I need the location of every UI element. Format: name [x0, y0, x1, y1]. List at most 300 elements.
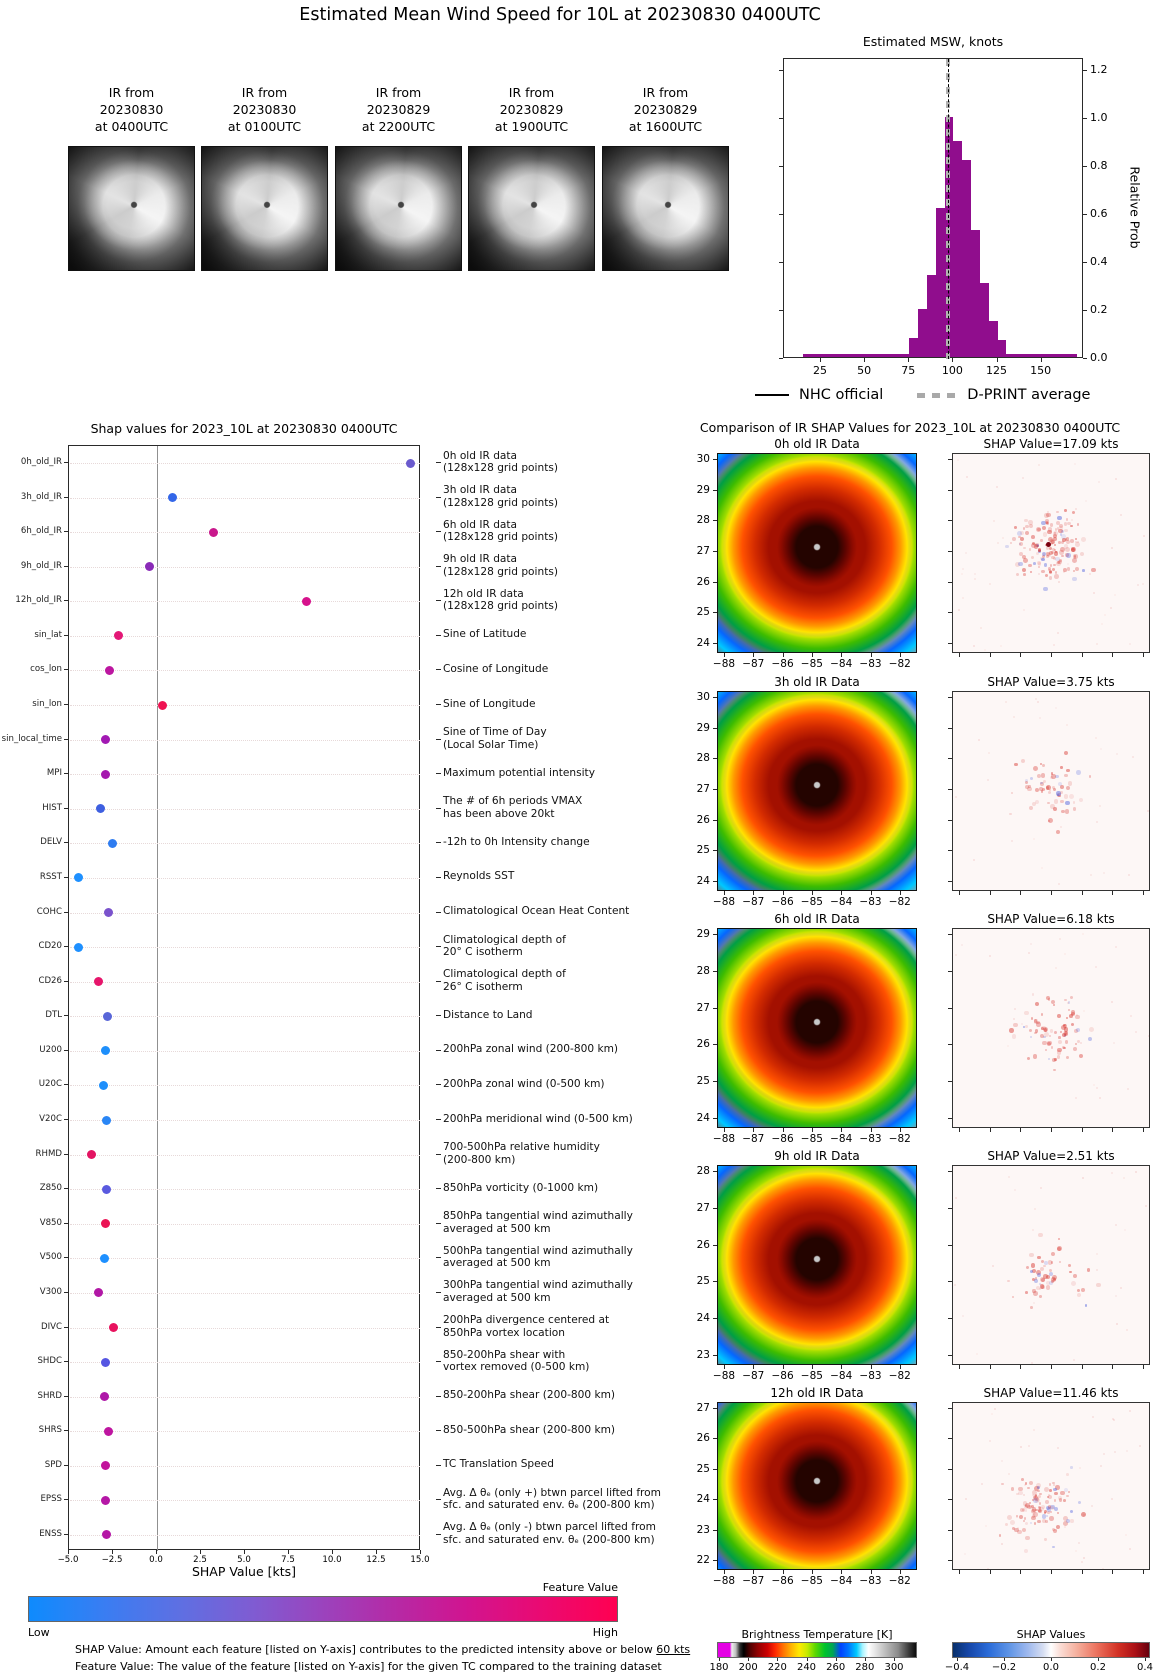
shap-speck-positive	[1050, 1511, 1053, 1514]
shap-speck-faint	[973, 859, 975, 861]
shap-feature-description: Sine of Longitude	[443, 697, 536, 710]
comp-y-tick2	[948, 850, 952, 851]
shap-speck-faint	[1142, 583, 1144, 585]
shap-speck-positive	[1018, 1491, 1022, 1495]
shap-speck-faint	[1081, 1561, 1083, 1563]
shap-speck-faint	[962, 1315, 964, 1317]
shap-feature-description: Climatological depth of 26° C isotherm	[443, 968, 566, 993]
shap-x-tick-label: −2.5	[101, 1555, 123, 1565]
histogram-bar	[980, 283, 989, 357]
shap-dot-sin_local_time	[101, 735, 110, 744]
shap-speck-faint	[1128, 874, 1130, 876]
shap-desc-tick	[436, 1292, 441, 1293]
shap-speck-faint	[1078, 1542, 1080, 1544]
comp-y-tick-label: 25	[696, 844, 710, 857]
shap-speck-faint	[1110, 607, 1112, 609]
shap-speck-faint	[1055, 707, 1057, 709]
shap-row-gridline	[70, 705, 420, 706]
shap-dot-RSST	[74, 873, 83, 882]
histogram-y-tick-label: 1.0	[1090, 111, 1108, 124]
bt-tick	[748, 1658, 749, 1661]
shap-speck-faint	[1115, 946, 1117, 948]
shap-x-tick	[112, 1550, 113, 1554]
shap-speck-positive	[1024, 519, 1027, 522]
comp-x-tick	[812, 1570, 813, 1574]
shap-speck-positive	[1066, 1473, 1069, 1476]
comp-y-tick-label: 27	[696, 1402, 710, 1414]
shap-speck-faint	[1013, 716, 1015, 718]
comp-y-tick-label: 24	[696, 1493, 710, 1506]
shap-speck-positive	[1023, 573, 1026, 576]
shap-speck-positive	[1029, 548, 1031, 550]
shap-speck-positive	[1047, 530, 1052, 535]
shap-speck-faint	[1103, 872, 1105, 874]
shap-y-tick	[64, 877, 68, 878]
shap-map-title: SHAP Value=17.09 kts	[983, 437, 1119, 451]
shap-y-tick	[64, 1430, 68, 1431]
comp-y-tick2	[948, 1530, 952, 1531]
histogram-x-tick-label: 50	[857, 364, 872, 377]
comp-x-tick2	[1020, 1365, 1021, 1369]
comp-x-tick-label: −82	[888, 1133, 911, 1145]
shap-feature-name: HIST	[42, 802, 62, 813]
shap-speck-faint	[1096, 643, 1098, 645]
shap-speck-positive	[1060, 1491, 1064, 1495]
shap-speck-positive	[1022, 1528, 1026, 1532]
comp-x-tick-label: −82	[888, 1575, 911, 1587]
shap-dot-SHRS	[104, 1427, 113, 1436]
comp-y-tick-label: 26	[696, 1238, 710, 1251]
comp-y-tick-label: 24	[696, 637, 710, 649]
shap-speck-faint	[1096, 1253, 1098, 1255]
comp-y-tick	[713, 697, 717, 698]
shap-row-gridline	[70, 740, 420, 741]
shap-x-tick-label: −5.0	[57, 1555, 79, 1565]
shap-speck-positive	[1052, 1058, 1056, 1062]
shap-speck-positive	[1024, 1549, 1028, 1553]
comp-x-tick	[783, 653, 784, 657]
shap-speck-positive	[1025, 1291, 1028, 1294]
shap-desc-tick	[436, 1534, 441, 1535]
shap-row-gridline	[70, 532, 420, 533]
comp-y-tick	[713, 1245, 717, 1246]
comp-y-tick2	[948, 582, 952, 583]
shap-speck-positive	[1024, 1011, 1029, 1016]
shap-speck-positive	[1036, 1483, 1041, 1488]
shap-speck-positive	[1033, 1054, 1037, 1058]
comp-y-tick2	[948, 551, 952, 552]
shap-speck-positive	[1035, 800, 1039, 804]
shap-speck-positive	[1057, 1050, 1061, 1054]
shap-feature-name: SHRS	[38, 1425, 62, 1436]
comp-y-tick2	[948, 643, 952, 644]
shap-speck-negative	[1054, 1507, 1058, 1511]
shap-dot-CD26	[94, 977, 103, 986]
shap-speck-faint	[1103, 1453, 1105, 1455]
shap-speck-faint	[1126, 1329, 1128, 1331]
histogram-y-tick-label: 0.8	[1090, 159, 1108, 172]
shap-speck-faint	[1116, 1323, 1118, 1325]
shap-speck-faint	[1130, 1015, 1132, 1017]
comp-y-tick	[713, 490, 717, 491]
shap-speck-faint	[987, 779, 989, 781]
shap-speck-positive	[1031, 535, 1035, 539]
shap-desc-tick	[436, 635, 441, 636]
comp-x-tick-label: −85	[800, 896, 823, 908]
shap-speck-positive	[1031, 1017, 1034, 1020]
comp-x-tick	[724, 1128, 725, 1132]
feature-value-colorbar-title: Feature Value	[542, 1581, 618, 1594]
shap-feature-description: 200hPa divergence centered at 850hPa vortex location	[443, 1314, 610, 1339]
comp-x-tick	[783, 1128, 784, 1132]
shap-feature-description: TC Translation Speed	[443, 1458, 554, 1471]
shap-speck-faint	[1135, 1031, 1137, 1033]
sv-tick-label: 0.4	[1137, 1662, 1153, 1673]
shap-speck-faint	[966, 476, 968, 478]
comparison-title: Comparison of IR SHAP Values for 2023_10L at 20230830 0400UTC	[699, 420, 1121, 435]
shap-speck-faint	[1143, 535, 1145, 537]
shap-desc-tick	[436, 566, 441, 567]
comp-x-tick-label: −88	[712, 1575, 736, 1587]
comp-x-tick-label: −84	[830, 658, 853, 670]
sv-tick	[957, 1658, 958, 1661]
shap-speck-faint	[974, 573, 976, 575]
comp-y-tick	[713, 1118, 717, 1119]
shap-speck-positive	[1051, 1000, 1055, 1004]
comp-y-tick	[713, 850, 717, 851]
shap-speck-positive	[1005, 1523, 1008, 1526]
comp-y-tick-label: 29	[696, 721, 710, 734]
comp-y-tick	[713, 1318, 717, 1319]
bt-tick-label: 240	[796, 1662, 817, 1673]
comp-y-tick-label: 29	[696, 483, 710, 496]
comp-y-tick-label: 27	[696, 545, 710, 557]
shap-x-tick	[332, 1550, 333, 1554]
shap-speck-positive	[1037, 1490, 1040, 1493]
shap-desc-tick	[436, 808, 441, 809]
shap-speck-positive	[1042, 526, 1046, 530]
shap-dot-CD20	[74, 943, 83, 952]
shap-speck-positive	[1066, 1056, 1069, 1059]
comp-y-tick-label: 23	[696, 1523, 710, 1536]
shap-dot-DELV	[108, 839, 117, 848]
shap-speck-positive	[1012, 1034, 1017, 1039]
histogram-y-tick-right	[1083, 166, 1087, 167]
shap-speck-faint	[1028, 952, 1030, 954]
shap-speck-faint	[965, 552, 967, 554]
comp-x-tick2	[1051, 1570, 1052, 1574]
comp-x-tick2	[1143, 1128, 1144, 1132]
shap-speck-faint	[1093, 592, 1095, 594]
shap-speck-negative	[1005, 545, 1008, 548]
shap-feature-name: SPD	[44, 1459, 62, 1470]
histogram-y-tick-right	[1083, 358, 1087, 359]
bt-tick-label: 260	[826, 1662, 846, 1673]
shap-speck-positive	[1034, 1522, 1036, 1524]
shap-y-tick	[64, 946, 68, 947]
comp-y-tick-label: 27	[696, 1201, 710, 1214]
shap-y-tick	[64, 1396, 68, 1397]
histogram-y-tick-left	[779, 166, 783, 167]
comp-x-tick	[871, 1128, 872, 1132]
histogram-x-tick	[864, 358, 865, 362]
shap-x-tick-label: 7.5	[281, 1555, 295, 1565]
comp-y-tick2	[948, 789, 952, 790]
shap-speck-positive	[1037, 1520, 1041, 1524]
shap-speck-positive	[1053, 1484, 1055, 1486]
shap-speck-positive	[1045, 519, 1050, 524]
shap-speck-positive	[1035, 1029, 1039, 1033]
shap-y-tick	[64, 1050, 68, 1051]
ir-map-image	[717, 928, 917, 1128]
shap-y-tick	[64, 704, 68, 705]
shap-feature-name: COHC	[36, 906, 62, 917]
shap-dot-V850	[101, 1219, 110, 1228]
shap-speck-faint	[1135, 1171, 1137, 1173]
comp-x-tick2	[959, 1570, 960, 1574]
shap-dot-HIST	[96, 804, 105, 813]
feature-value-high-label: High	[592, 1626, 618, 1639]
shap-speck-faint	[965, 1498, 967, 1500]
shap-speck-faint	[1083, 1557, 1085, 1559]
comp-x-tick-label: −83	[859, 658, 882, 670]
comp-x-tick-label: −84	[830, 1133, 853, 1145]
shap-speck-positive	[1056, 830, 1060, 834]
histogram-y-tick-right	[1083, 262, 1087, 263]
shap-feature-description: 300hPa tangential wind azimuthally averaged at 500 km	[443, 1279, 633, 1304]
shap-speck-positive	[1046, 1285, 1050, 1289]
histogram-x-tick-label: 150	[1030, 364, 1052, 377]
shap-speck-faint	[1111, 1001, 1113, 1003]
shap-speck-positive	[1063, 571, 1066, 574]
shap-speck-positive	[1053, 1069, 1056, 1072]
shap-speck-faint	[964, 1553, 966, 1555]
shap-speck-negative	[1082, 569, 1085, 572]
bt-tick	[894, 1658, 895, 1661]
shap-feature-name: DTL	[45, 1010, 62, 1021]
shap-feature-description: 200hPa meridional wind (0-500 km)	[443, 1112, 633, 1125]
shap-speck-positive	[1046, 555, 1049, 558]
shap-speck-positive	[1067, 567, 1070, 570]
shap-y-tick	[64, 1084, 68, 1085]
shap-feature-description: The # of 6h periods VMAX has been above 20kt	[443, 795, 583, 820]
ir-map-title: 9h old IR Data	[774, 1149, 860, 1163]
comp-y-tick	[713, 1560, 717, 1561]
shap-x-tick	[244, 1550, 245, 1554]
shap-speck-faint	[1129, 1410, 1131, 1412]
histogram-x-tick-label: 125	[986, 364, 1008, 377]
comp-x-tick	[871, 653, 872, 657]
shap-dot-sin_lon	[158, 701, 167, 710]
shap-speck-positive	[1091, 568, 1095, 572]
shap-speck-faint	[1039, 717, 1041, 719]
histogram-y-axis-label: Relative Prob	[1127, 166, 1143, 249]
shap-speck-positive	[1019, 542, 1023, 546]
shap-speck-faint	[1037, 701, 1039, 703]
shap-feature-name: MPI	[46, 768, 62, 779]
shap-speck-faint	[1000, 645, 1002, 647]
sv-tick-label: 0.2	[1090, 1662, 1106, 1673]
shap-speck-positive	[1060, 791, 1062, 793]
shap-desc-tick	[436, 1361, 441, 1362]
bt-tick	[865, 1658, 866, 1661]
shap-feature-description: Distance to Land	[443, 1008, 533, 1021]
shap-speck-faint	[1100, 1465, 1102, 1467]
shap-speck-faint	[1013, 1018, 1015, 1020]
comp-x-tick	[724, 653, 725, 657]
shap-speck-faint	[1057, 632, 1059, 634]
bt-tick	[719, 1658, 720, 1661]
shap-speck-positive	[1056, 511, 1058, 513]
shap-feature-name: V300	[39, 1286, 62, 1297]
shap-speck-positive	[1010, 1520, 1015, 1525]
shap-speck-positive	[1035, 1002, 1039, 1006]
shap-speck-positive	[1051, 1261, 1053, 1263]
shap-speck-faint	[1055, 1529, 1057, 1531]
shap-desc-tick	[436, 1430, 441, 1431]
shap-speck-positive	[1059, 1261, 1061, 1263]
comp-x-tick-label: −83	[859, 1133, 882, 1145]
shap-speck-faint	[1104, 614, 1106, 616]
msw-histogram-plot	[783, 58, 1083, 358]
shap-speck-positive	[1066, 1495, 1069, 1498]
shap-speck-faint	[1115, 478, 1117, 480]
shap-speck-faint	[961, 944, 963, 946]
shap-speck-positive	[1077, 1040, 1080, 1043]
comp-y-tick2	[948, 820, 952, 821]
ir-map-image	[717, 691, 917, 891]
histogram-y-tick-left	[779, 118, 783, 119]
shap-speck-faint	[989, 955, 991, 957]
shap-row-gridline	[70, 982, 420, 983]
shap-speck-faint	[1035, 698, 1037, 700]
shap-row-gridline	[70, 809, 420, 810]
histogram-y-tick-right	[1083, 310, 1087, 311]
shap-colorbar-title: SHAP Values	[1016, 1628, 1086, 1641]
shap-speck-positive	[1065, 809, 1069, 813]
shap-speck-faint	[1011, 840, 1013, 842]
shap-speck-faint	[974, 578, 976, 580]
shap-speck-faint	[1030, 943, 1032, 945]
comp-y-tick	[713, 582, 717, 583]
shap-speck-faint	[1040, 1187, 1042, 1189]
shap-speck-positive	[1029, 1253, 1034, 1258]
shap-speck-positive	[1036, 527, 1041, 532]
comp-x-tick-label: −83	[859, 1575, 882, 1587]
shap-speck-faint	[985, 1525, 987, 1527]
shap-desc-tick	[436, 1084, 441, 1085]
shap-speck-faint	[1058, 883, 1060, 885]
shap-feature-description: 200hPa zonal wind (0-500 km)	[443, 1077, 605, 1090]
shap-speck-faint	[1038, 573, 1040, 575]
shap-dot-3h_old_IR	[168, 493, 177, 502]
histogram-bar	[936, 208, 945, 357]
shap-row-gridline	[70, 1500, 420, 1501]
shap-desc-tick	[436, 600, 441, 601]
comp-x-tick-label: −82	[888, 658, 911, 670]
shap-x-tick-label: 5.0	[237, 1555, 251, 1565]
shap-speck-faint	[1090, 874, 1092, 876]
shap-feature-name: RSST	[39, 871, 62, 882]
histogram-y-tick-label: 0.2	[1090, 303, 1108, 316]
shap-row-gridline	[70, 1431, 420, 1432]
shap-feature-description: Avg. Δ θₑ (only -) btwn parcel lifted from sfc. and saturated env. θₑ (200-800 km)	[443, 1521, 656, 1546]
shap-y-tick	[64, 1119, 68, 1120]
shap-y-tick	[64, 531, 68, 532]
comp-y-tick2	[948, 612, 952, 613]
comp-y-tick-label: 22	[696, 1554, 710, 1566]
shap-y-tick	[64, 912, 68, 913]
shap-speck-faint	[1033, 838, 1035, 840]
shap-speck-faint	[1055, 967, 1057, 969]
shap-speck-positive	[1064, 794, 1069, 799]
comp-x-tick-label: −82	[888, 896, 911, 908]
sv-tick-label: −0.4	[944, 1662, 970, 1673]
histogram-legend	[755, 387, 1090, 403]
shap-dot-SHDC	[101, 1358, 110, 1367]
shap-speck-faint	[957, 459, 959, 461]
comp-y-tick-label: 28	[696, 964, 710, 977]
shap-speck-faint	[991, 1413, 993, 1415]
comp-x-tick	[753, 1570, 754, 1574]
comp-x-tick2	[959, 1365, 960, 1369]
shap-speck-positive	[1056, 561, 1060, 565]
comp-x-tick-label: −87	[742, 658, 765, 670]
shap-speck-positive	[1040, 1267, 1044, 1271]
shap-speck-faint	[1099, 1097, 1101, 1099]
shap-speck-positive	[1044, 513, 1049, 518]
histogram-y-tick-right	[1083, 214, 1087, 215]
shap-row-gridline	[70, 774, 420, 775]
ir-map-image	[717, 1402, 917, 1570]
ir-thumbnail-image	[602, 146, 729, 271]
comp-y-tick	[713, 1469, 717, 1470]
shap-speck-positive	[1072, 511, 1075, 514]
comp-x-tick2	[959, 1128, 960, 1132]
shap-speck-faint	[1047, 511, 1049, 513]
shap-feature-name: ENSS	[39, 1528, 62, 1539]
comp-x-tick2	[990, 1365, 991, 1369]
shap-speck-faint	[1148, 1035, 1150, 1037]
histogram-x-tick	[997, 358, 998, 362]
shap-speck-negative	[1033, 562, 1036, 565]
bt-tick-label: 280	[855, 1662, 875, 1673]
shap-dot-V300	[94, 1288, 103, 1297]
shap-colorbar	[952, 1642, 1150, 1658]
shap-speck-faint	[1064, 1526, 1066, 1528]
shap-dot-SHRD	[100, 1392, 109, 1401]
comp-y-tick	[713, 1499, 717, 1500]
shap-speck-faint	[962, 597, 964, 599]
shap-dot-0h_old_IR	[406, 459, 415, 468]
comp-x-tick2	[959, 891, 960, 895]
comp-x-tick2	[1051, 1365, 1052, 1369]
comp-y-tick	[713, 971, 717, 972]
comp-x-tick-label: −87	[742, 1133, 765, 1145]
shap-x-tick-label: 12.5	[366, 1555, 386, 1565]
shap-speck-faint	[1096, 1087, 1098, 1089]
shap-speck-faint	[980, 627, 982, 629]
shap-speck-positive	[1077, 1289, 1080, 1292]
ir-map-title: 0h old IR Data	[774, 437, 860, 451]
shap-feature-description: Maximum potential intensity	[443, 766, 595, 779]
comp-x-tick	[812, 653, 813, 657]
shap-speck-positive	[1073, 801, 1076, 804]
shap-speck-positive	[1065, 538, 1067, 540]
comp-x-tick-label: −84	[830, 1575, 853, 1587]
shap-speck-positive	[1064, 529, 1068, 533]
shap-speck-negative	[1085, 1304, 1088, 1307]
